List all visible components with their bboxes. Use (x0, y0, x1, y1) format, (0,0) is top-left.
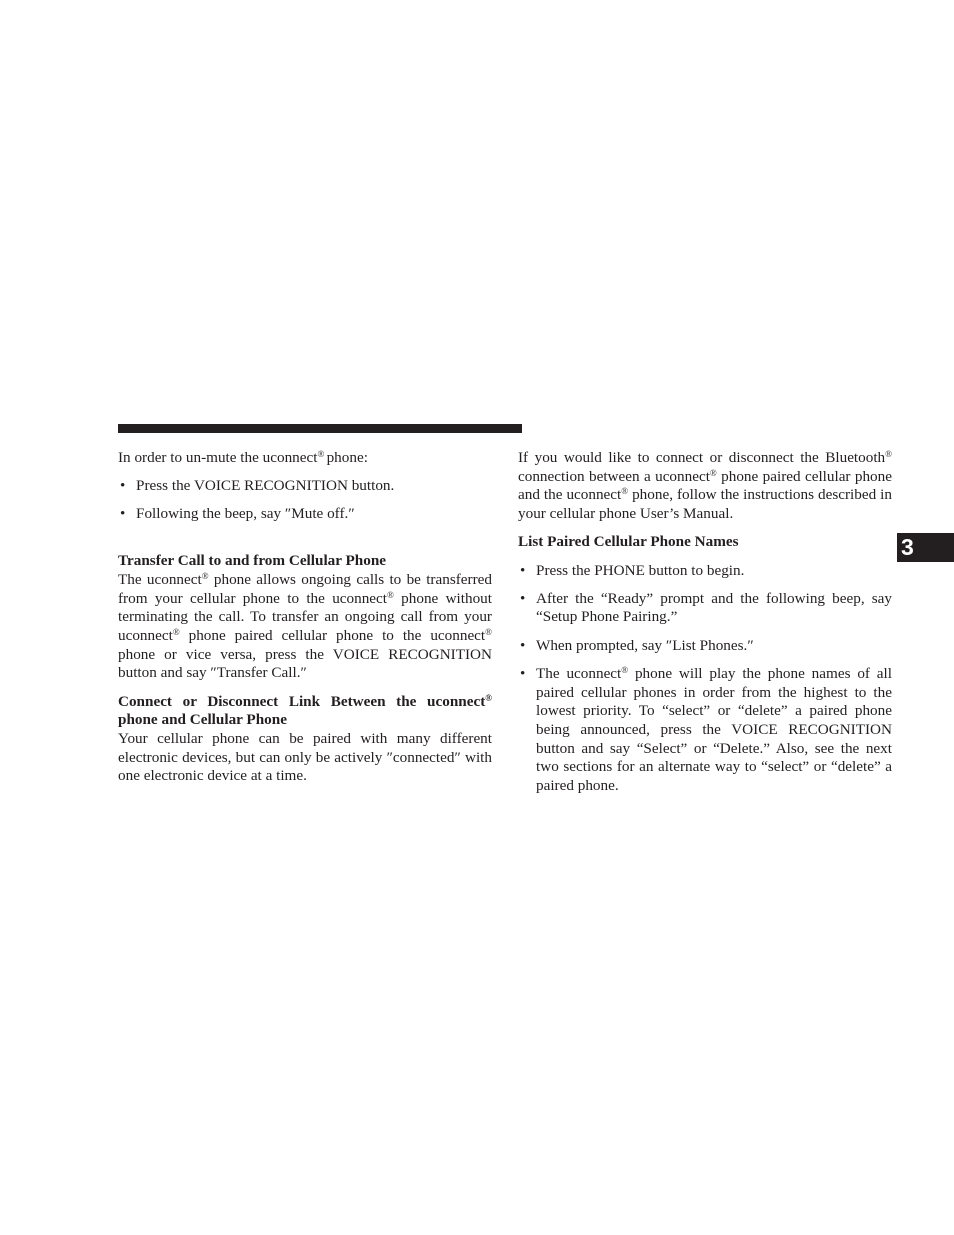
list-item: • After the “Ready” prompt and the following beep, say “Setup Phone Pairing.” (520, 589, 892, 626)
bullet-icon: • (520, 589, 526, 607)
bullet-icon: • (120, 477, 126, 495)
section-heading: List Paired Cellular Phone Names (518, 533, 739, 551)
list-item: • Press the VOICE RECOGNITION button. (120, 477, 395, 495)
bullet-icon: • (520, 664, 526, 682)
section-heading: Transfer Call to and from Cellular Phone (118, 552, 387, 570)
paragraph: The uconnect® phone allows ongoing calls to be transferred from your cellular phone to the uconnect® phone without terminating the call. To transfer an ongoing call from your uconnect® phone paired cellular phone to the uconnect® phone or vice versa, press the VOICE RECOGNITION button and say ″Transfer Call.″ (118, 570, 492, 682)
left-column (118, 449, 492, 786)
bullet-icon: • (520, 636, 526, 654)
top-rule (118, 424, 522, 433)
list-item: • When prompted, say ″List Phones.″ (520, 636, 754, 654)
list-item: • Press the PHONE button to begin. (520, 561, 745, 579)
list-item: • Following the beep, say ″Mute off.″ (120, 505, 355, 523)
chapter-tab: 3 (897, 533, 954, 562)
right-column (518, 449, 892, 796)
list-item: • The uconnect® phone will play the phone names of all paired cellular phones in order from the highest to the lowest priority. To “select” or “delete” a paired phone being announced, press the VOICE RECOGNITION button and say “Select” or “Delete.” Also, see the next two sections for an alternate way to “select” or “delete” a paired phone. (520, 664, 892, 795)
paragraph: If you would like to connect or disconnect the Bluetooth® connection between a uconnect® phone paired cellular phone and the uconnect® phone, follow the instructions described in your cellular phone User’s Manual. (518, 449, 892, 523)
unmute-intro: In order to un-mute the uconnect® phone: (118, 449, 368, 466)
section-heading: Connect or Disconnect Link Between the uconnect® phone and Cellular Phone (118, 692, 492, 729)
bullet-icon: • (120, 505, 126, 523)
paragraph: Your cellular phone can be paired with many different electronic devices, but can only be actively ″connected″ with one electronic device at a time. (118, 729, 492, 785)
bullet-icon: • (520, 561, 526, 579)
